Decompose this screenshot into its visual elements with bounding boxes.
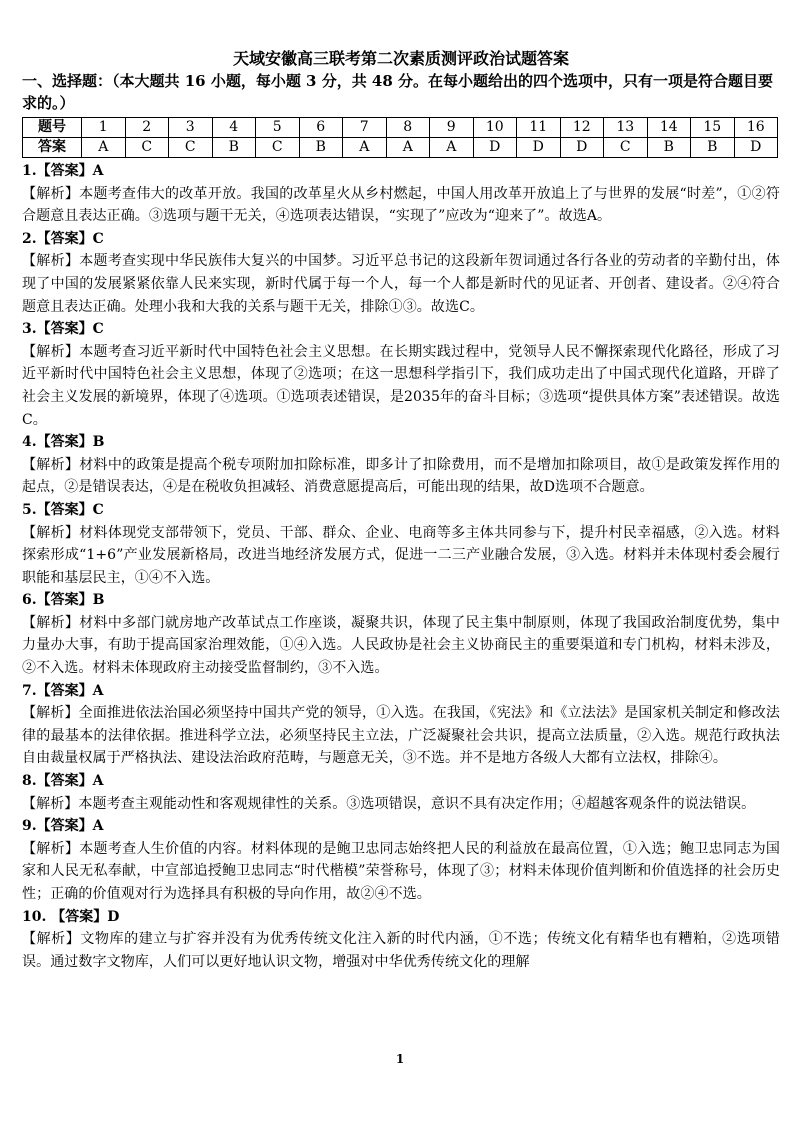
table-cell: C <box>125 138 169 158</box>
explanation: 【解析】材料中多部门就房地产改革试点工作座谈，凝聚共识，体现了民主集中制原则，体现了我国政治制度优势，集中力量办大事，有助于提高国家治理效能，①④入选。人民政协是社会主义协商民主的重要渠道和专门机构，材料未涉及，②不入选。材料未体现政府主动接受监督制约，③不入选。 <box>22 614 780 677</box>
table-cell: 16 <box>734 118 778 138</box>
table-cell: A <box>386 138 430 158</box>
answer-heading: 3.【答案】C <box>22 321 104 338</box>
table-cell: C <box>604 138 648 158</box>
answer-heading: 1.【答案】A <box>22 163 104 179</box>
table-cell: 12 <box>560 118 604 138</box>
question-4 <box>22 431 780 499</box>
answer-heading: 9.【答案】A <box>22 818 104 835</box>
answer-heading: 7.【答案】A <box>22 682 104 699</box>
question-1 <box>22 160 780 228</box>
answer-heading: 6.【答案】B <box>22 592 105 609</box>
table-cell: 10 <box>473 118 517 138</box>
table-cell: D <box>560 138 604 158</box>
document-title: 天域安徽高三联考第二次素质测评政治试题答案 <box>232 49 569 68</box>
row-label-answer: 答案 <box>23 138 82 158</box>
page-number: 1 <box>395 1052 405 1066</box>
table-cell: B <box>299 138 343 158</box>
answer-document <box>22 48 780 973</box>
table-cell: 13 <box>604 118 648 138</box>
section-heading: 一、选择题：（本大题共 16 小题，每小题 3 分，共 48 分。在每小题给出的四个选项中，只有一项是符合题目要求的。） <box>22 72 774 112</box>
table-cell: D <box>473 138 517 158</box>
table-cell: C <box>169 138 213 158</box>
table-cell: B <box>212 138 256 158</box>
answer-heading: 10. 【答案】D <box>22 908 120 925</box>
table-cell: 6 <box>299 118 343 138</box>
answer-heading: 8.【答案】A <box>22 773 104 790</box>
answer-row <box>23 138 778 158</box>
table-cell: D <box>734 138 778 158</box>
table-cell: 4 <box>212 118 256 138</box>
question-7 <box>22 680 780 770</box>
table-cell: 8 <box>386 118 430 138</box>
question-10 <box>22 906 780 974</box>
explanation: 【解析】全面推进依法治国必须坚持中国共产党的领导，①入选。在我国，《宪法》和《立法法》是国家机关制定和修改法律的最基本的法律依据。推进科学立法，必须坚持民主立法，广泛凝聚社会共识，提高立法质量，②入选。规范行政执法自由裁量权属于严格执法、建设法治政府范畴，与题意无关，③不选。并不是地方各级人大都有立法权，排除④。 <box>22 705 780 767</box>
table-cell: 15 <box>691 118 735 138</box>
question-8 <box>22 770 780 815</box>
table-cell: 2 <box>125 118 169 138</box>
answer-heading: 4.【答案】B <box>22 434 105 451</box>
question-number-row <box>23 118 778 138</box>
table-cell: A <box>82 138 126 158</box>
table-cell: B <box>647 138 691 158</box>
explanation: 【解析】本题考查主观能动性和客观规律性的关系。③选项错误，意识不具有决定作用；④超越客观条件的说法错误。 <box>22 795 756 812</box>
table-cell: B <box>691 138 735 158</box>
table-cell: A <box>430 138 474 158</box>
explanation: 【解析】材料体现党支部带领下，党员、干部、群众、企业、电商等多主体共同参与下，提升村民幸福感，②入选。材料探索形成“1+6”产业发展新格局，改进当地经济发展方式，促进一二三产业融合发展，③入选。材料并未体现村委会履行职能和基层民主，①④不入选。 <box>22 524 780 586</box>
table-cell: 3 <box>169 118 213 138</box>
explanation: 【解析】本题考查伟大的改革开放。我国的改革星火从乡村燃起，中国人用改革开放追上了与世界的发展“时差”，①②符合题意且表达正确。③选项与题干无关，④选项表达错误，“实现了”应改为“迎来了”。故选A。 <box>22 185 780 225</box>
question-5 <box>22 499 780 589</box>
table-cell: D <box>517 138 561 158</box>
question-3 <box>22 318 780 431</box>
explanation: 【解析】文物库的建立与扩容并没有为优秀传统文化注入新的时代内涵，①不选；传统文化有精华也有糟粕，②选项错误。通过数字文物库，人们可以更好地认识文物，增强对中华优秀传统文化的理解 <box>22 931 780 970</box>
table-cell: 1 <box>82 118 126 138</box>
answer-heading: 5.【答案】C <box>22 501 104 518</box>
question-6 <box>22 589 780 679</box>
row-label-number: 题号 <box>23 118 82 138</box>
table-cell: 14 <box>647 118 691 138</box>
table-cell: 7 <box>343 118 387 138</box>
table-cell: 9 <box>430 118 474 138</box>
explanation: 【解析】材料中的政策是提高个税专项附加扣除标准，即多计了扣除费用，而不是增加扣除项目，故①是政策发挥作用的起点，②是错误表达，④是在税收负担减轻、消费意愿提高后，可能出现的结果，故D选项不合题意。 <box>22 456 780 496</box>
explanation: 【解析】本题考查习近平新时代中国特色社会主义思想。在长期实践过程中，党领导人民不懈探索现代化路径，形成了习近平新时代中国特色社会主义思想，体现了②选项；在这一思想科学指引下，我们成功走出了中国式现代化道路，开辟了社会主义发展的新境界，体现了④选项。①选项表述错误，是2035年的奋斗目标；③选项“提供具体方案”表述错误。故选C。 <box>22 343 780 428</box>
table-cell: A <box>343 138 387 158</box>
question-9 <box>22 815 780 905</box>
table-cell: C <box>256 138 300 158</box>
question-2 <box>22 228 780 318</box>
explanation: 【解析】本题考查实现中华民族伟大复兴的中国梦。习近平总书记的这段新年贺词通过各行各业的劳动者的辛勤付出，体现了中国的发展紧紧依靠人民来实现，新时代属于每一个人，每一个人都是新时代的见证者、开创者、建设者。②④符合题意且表达正确。处理小我和大我的关系与题干无关，排除①③。故选C。 <box>22 253 780 315</box>
explanation: 【解析】本题考查人生价值的内容。材料体现的是鲍卫忠同志始终把人民的利益放在最高位置，①入选；鲍卫忠同志为国家和人民无私奉献，中宣部追授鲍卫忠同志“时代楷模”荣誉称号，体现了③；材料未体现价值判断和价值选择的社会历史性；正确的价值观对行为选择具有积极的导向作用，故②④不选。 <box>22 840 780 902</box>
table-cell: 5 <box>256 118 300 138</box>
answer-heading: 2.【答案】C <box>22 230 104 247</box>
answer-table <box>22 117 778 158</box>
table-cell: 11 <box>517 118 561 138</box>
